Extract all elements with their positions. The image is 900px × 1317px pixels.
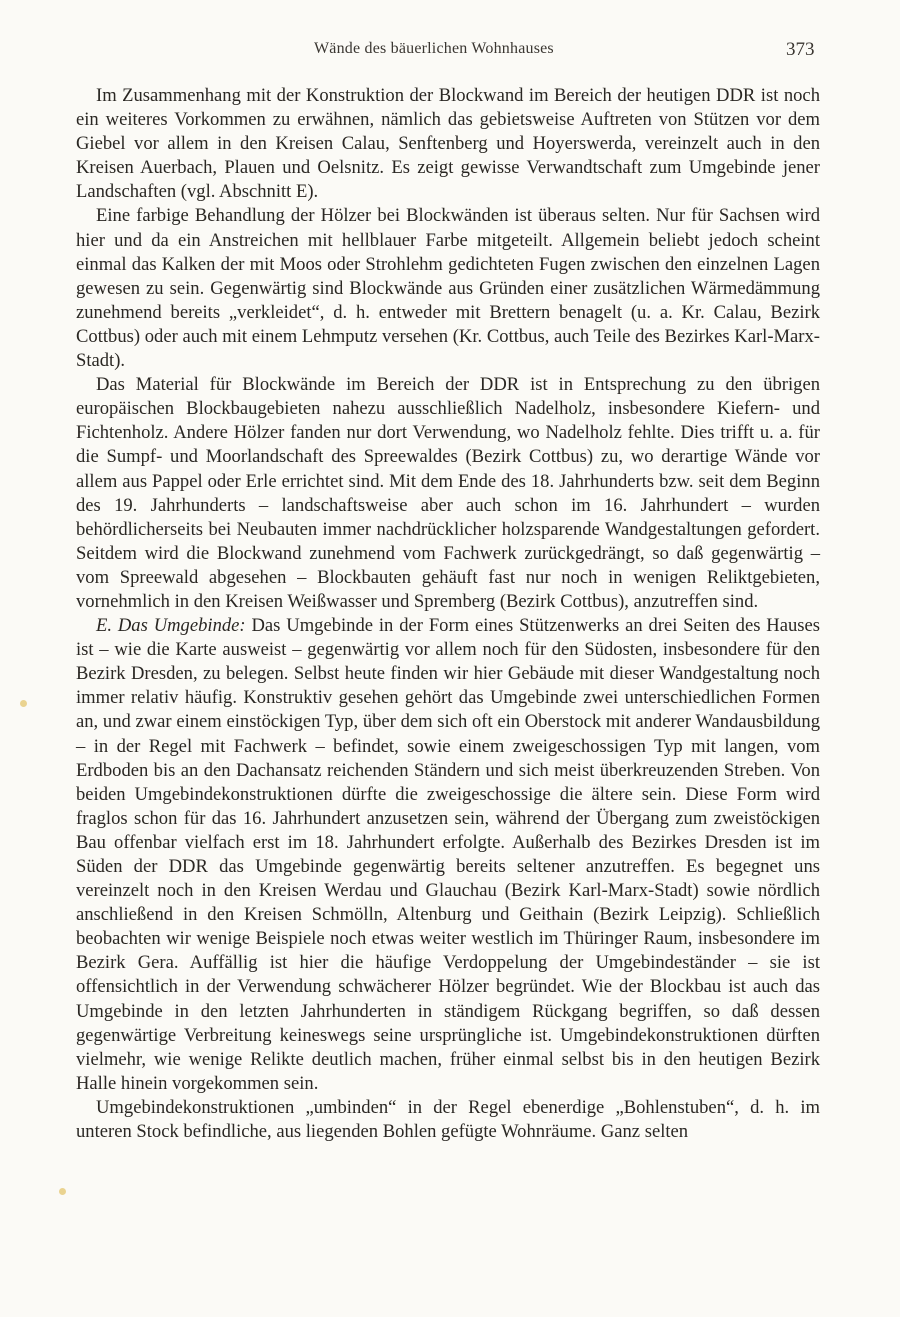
paragraph-bohlenstuben — [76, 1096, 820, 1144]
margin-mark — [20, 700, 27, 707]
page-number: 373 — [786, 39, 815, 60]
paragraph-text: Umgebindekonstruktionen „umbinden“ in der Regel ebenerdige „Bohlenstuben“, d. h. im unteren Stock befindliche, aus liegenden Bohlen gefügte Wohnräume. Ganz selten — [76, 1096, 820, 1143]
body-text — [76, 84, 820, 1144]
paragraph-stuetzen-giebel — [76, 84, 820, 204]
section-heading-umgebinde: E. Das Umgebinde: — [96, 615, 246, 637]
paragraph-text: Das Material für Blockwände im Bereich der DDR ist in Entsprechung zu den übrigen europäischen Blockbaugebieten nahezu ausschließlich Nadelholz, insbesondere Kiefern- und Fichtenholz. Andere Hölzer fanden nur dort Verwendung, wo Nadelholz fehlte. Dies trifft u. a. für die Sumpf- und Moorlandschaft des Spreewaldes (Bezirk Cottbus) zu, wo derartige Wände vor allem aus Pappel oder Erle errichtet sind. Mit dem Ende des 18. Jahrhunderts bzw. seit dem Beginn des 19. Jahrhunderts – landschaftsweise aber auch schon im 16. Jahrhundert – wurden behördlicherseits bei Neubauten immer nachdrücklicher holzsparende Wandgestaltungen gefordert. Seitdem wird die Blockwand zunehmend vom Fachwerk zurückgedrängt, so daß gegenwärtig – vom Spreewald abgesehen – Blockbauten gehäuft fast nur noch in wenigen Reliktgebieten, vornehmlich in den Kreisen Weißwasser und Spremberg (Bezirk Cottbus), anzutreffen sind. — [76, 374, 820, 612]
paragraph-text: Eine farbige Behandlung der Hölzer bei Blockwänden ist überaus selten. Nur für Sachsen wird hier und da ein Anstreichen mit hellblauer Farbe mitgeteilt. Allgemein beliebt jedoch scheint einmal das Kalken der mit Moos oder Strohlehm gedichteten Fugen zwischen den einzelnen Lagen gewesen zu sein. Gegenwärtig sind Blockwände aus Gründen einer zusätzlichen Wärmedämmung zunehmend bereits „verkleidet“, d. h. entweder mit Brettern benagelt (u. a. Kr. Calau, Bezirk Cottbus) oder auch mit einem Lehmputz versehen (Kr. Cottbus, auch Teile des Bezirkes Karl-Marx-Stadt). — [76, 205, 820, 372]
paragraph-text: Im Zusammenhang mit der Konstruktion der Blockwand im Bereich der heutigen DDR ist noch ein weiteres Vorkommen zu erwähnen, nämlich das gebietsweise Auftreten von Stützen vor dem Giebel vor allem in den Kreisen Calau, Senftenberg und Hoyerswerda, vereinzelt auch in den Kreisen Auerbach, Plauen und Oelsnitz. Es zeigt gewisse Verwandtschaft zum Umgebinde jener Landschaften (vgl. Abschnitt E). — [76, 85, 820, 203]
page-header — [0, 40, 900, 66]
paragraph-farbige-behandlung — [76, 204, 820, 373]
paragraph-material-blockwaende — [76, 373, 820, 614]
paragraph-umgebinde — [76, 614, 820, 1096]
paragraph-text: Das Umgebinde in der Form eines Stützenwerks an drei Seiten des Hauses ist – wie die Karte ausweist – gegenwärtig vor allem noch für den Südosten, insbesondere für den Bezirk Dresden, zu belegen. Selbst heute finden wir hier Gebäude mit dieser Wandgestaltung noch immer relativ häufig. Konstruktiv gesehen gehört das Umgebinde zwei unterschiedlichen Formen an, und zwar einem einstöckigen Typ, über dem sich oft ein Oberstock mit anderer Wandausbildung – in der Regel mit Fachwerk – befindet, sowie einem zweigeschossigen Typ mit langen, vom Erdboden bis an den Dachansatz reichenden Ständern und sich meist überkreuzenden Streben. Von beiden Umgebindekonstruktionen dürfte die zweigeschossige die ältere sein. Diese Form wird fraglos schon für das 16. Jahrhundert anzusetzen sein, während der Übergang zum zweistöckigen Bau offenbar vielfach erst im 18. Jahrhundert erfolgte. Außerhalb des Bezirkes Dresden ist im Süden der DDR das Umgebinde gegenwärtig bereits seltener anzutreffen. Es begegnet uns vereinzelt noch in den Kreisen Werdau und Glauchau (Bezirk Karl-Marx-Stadt) sowie nördlich anschließend in den Kreisen Schmölln, Altenburg und Geithain (Bezirk Leipzig). Schließlich beobachten wir wenige Beispiele noch etwas weiter westlich im Thüringer Raum, insbesondere im Bezirk Gera. Auffällig ist hier die häufige Verdoppelung der Umgebindeständer – sie ist offensichtlich in der Verwendung schwächerer Hölzer begründet. Wie der Blockbau ist auch das Umgebinde in den letzten Jahrhunderten in ständigem Rückgang begriffen, so daß dessen gegenwärtige Verbreitung keineswegs seine ursprüngliche ist. Umgebindekonstruktionen dürften vielmehr, wie wenige Relikte deutlich machen, früher einmal selbst bis in den heutigen Bezirk Halle hinein vorgekommen sein. — [76, 615, 821, 1094]
margin-mark — [59, 1188, 66, 1195]
running-title: Wände des bäuerlichen Wohnhauses — [314, 40, 554, 57]
